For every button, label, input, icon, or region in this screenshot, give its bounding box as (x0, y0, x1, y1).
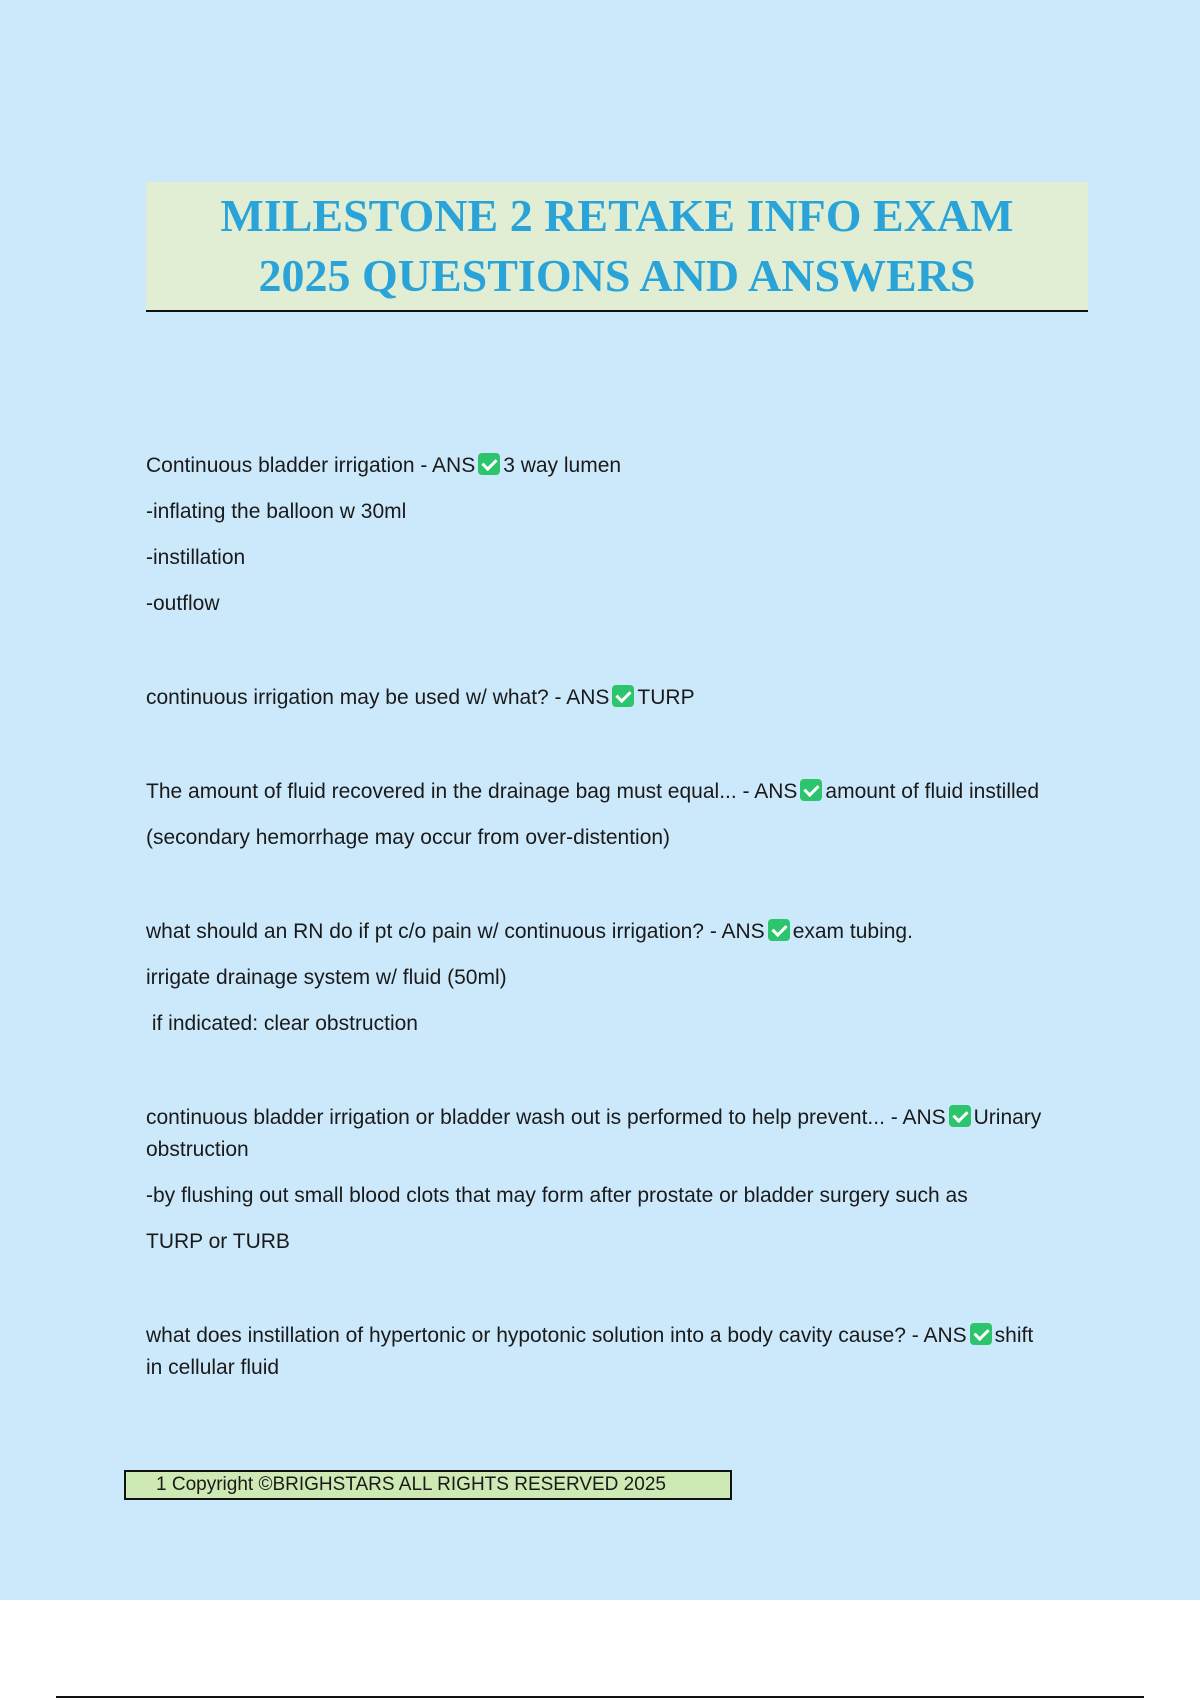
ans-label: ANS (566, 686, 610, 709)
answer-detail-line: if indicated: clear obstruction (146, 1012, 418, 1035)
answer-detail-line: TURP or TURB (146, 1230, 290, 1253)
checkmark-icon (768, 919, 790, 941)
answer-detail-line: -outflow (146, 592, 220, 615)
qa-question-line (146, 682, 1046, 714)
page-title-line-2: 2025 QUESTIONS AND ANSWERS (258, 250, 976, 301)
answer-text: Urinary obstruction (146, 1106, 1042, 1161)
checkmark-icon (970, 1323, 992, 1345)
ans-label: ANS (902, 1106, 946, 1129)
question-text: Continuous bladder irrigation - (146, 454, 433, 477)
answer-detail-line: -inflating the balloon w 30ml (146, 500, 407, 523)
answer-detail-line: -by flushing out small blood clots that may form after prostate or bladder surgery such as (146, 1184, 968, 1207)
qa-entry (146, 776, 1046, 854)
page-divider (56, 1696, 1144, 1698)
qa-entry (146, 450, 1046, 620)
checkmark-icon (800, 779, 822, 801)
question-text: what does instillation of hypertonic or hypotonic solution into a body cavity cause? - (146, 1324, 924, 1347)
question-text: what should an RN do if pt c/o pain w/ continuous irrigation? - (146, 920, 722, 943)
qa-entry (146, 1102, 1046, 1258)
qa-question-line (146, 776, 1046, 808)
answer-text: exam tubing. (792, 920, 913, 943)
question-text: continuous irrigation may be used w/ what? - (146, 686, 567, 709)
title-banner (146, 182, 1088, 312)
ans-label: ANS (721, 920, 765, 943)
checkmark-icon (949, 1105, 971, 1127)
qa-content (146, 450, 1046, 1398)
question-text: continuous bladder irrigation or bladder wash out is performed to help prevent... - (146, 1106, 903, 1129)
answer-text: TURP (637, 686, 695, 709)
answer-text: shift in cellular fluid (146, 1324, 1034, 1379)
answer-detail-line: (secondary hemorrhage may occur from over-distention) (146, 826, 671, 849)
qa-question-line (146, 1102, 1046, 1166)
ans-label: ANS (432, 454, 476, 477)
copyright-footer: 1 Copyright ©BRIGHSTARS ALL RIGHTS RESERVED 2025 (124, 1470, 732, 1500)
answer-detail-line: -instillation (146, 546, 246, 569)
answer-detail-line: irrigate drainage system w/ fluid (50ml) (146, 966, 507, 989)
qa-question-line (146, 450, 1046, 482)
checkmark-icon (478, 453, 500, 475)
qa-entry (146, 1320, 1046, 1384)
qa-question-line (146, 1320, 1046, 1384)
ans-label: ANS (923, 1324, 967, 1347)
question-text: The amount of fluid recovered in the drainage bag must equal... - (146, 780, 755, 803)
answer-text: 3 way lumen (503, 454, 622, 477)
ans-label: ANS (754, 780, 798, 803)
qa-entry (146, 682, 1046, 714)
qa-entry (146, 916, 1046, 1040)
checkmark-icon (612, 685, 634, 707)
qa-question-line (146, 916, 1046, 948)
page-title-line-1: MILESTONE 2 RETAKE INFO EXAM (220, 190, 1014, 241)
answer-text: amount of fluid instilled (825, 780, 1040, 803)
